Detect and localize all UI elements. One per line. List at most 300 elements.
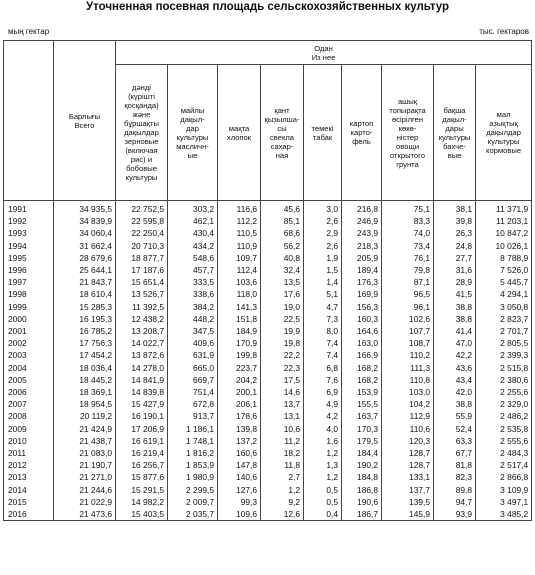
- value-cell: 128,7: [382, 459, 434, 471]
- value-cell: 13,7: [261, 398, 304, 410]
- value-cell: 2 486,2: [476, 410, 532, 422]
- value-cell: 140,6: [218, 471, 261, 483]
- value-cell: 184,4: [342, 447, 382, 459]
- value-cell: 204,2: [218, 374, 261, 386]
- value-cell: 12,6: [261, 508, 304, 521]
- value-cell: 4 294,1: [476, 288, 532, 300]
- value-cell: 108,7: [382, 337, 434, 349]
- value-cell: 14 841,9: [116, 374, 168, 386]
- value-cell: 74,0: [382, 227, 434, 239]
- value-cell: 15 403,5: [116, 508, 168, 521]
- table-row: [4, 252, 532, 264]
- value-cell: 303,2: [168, 201, 218, 216]
- year-cell: 1992: [4, 215, 54, 227]
- value-cell: 17,6: [261, 288, 304, 300]
- value-cell: 160,6: [218, 447, 261, 459]
- value-cell: 68,6: [261, 227, 304, 239]
- value-cell: 18 445,2: [54, 374, 116, 386]
- value-cell: 104,2: [382, 398, 434, 410]
- column-header: дәнді (күріштi қосқанда) және бұршақты дақылдар зерновые (включая рис) и бобовые культуры: [116, 65, 168, 201]
- value-cell: 7,3: [304, 313, 342, 325]
- value-cell: 16 619,1: [116, 435, 168, 447]
- page-title: Уточненная посевная площадь сельскохозяйственных культур: [85, 1, 450, 13]
- value-cell: 2 701,7: [476, 325, 532, 337]
- value-cell: 448,2: [168, 313, 218, 325]
- value-cell: 16 256,7: [116, 459, 168, 471]
- value-cell: 190,2: [342, 459, 382, 471]
- value-cell: 41,5: [434, 288, 476, 300]
- value-cell: 186,8: [342, 484, 382, 496]
- value-cell: 2 329,0: [476, 398, 532, 410]
- value-cell: 548,6: [168, 252, 218, 264]
- value-cell: 218,3: [342, 240, 382, 252]
- value-cell: 14 839,8: [116, 386, 168, 398]
- value-cell: 112,2: [218, 215, 261, 227]
- total-header: Барлығы Всего: [54, 41, 116, 201]
- value-cell: 2,7: [261, 471, 304, 483]
- value-cell: 462,1: [168, 215, 218, 227]
- column-header: майлы дақыл- дар культуры масличн- ые: [168, 65, 218, 201]
- value-cell: 102,6: [382, 313, 434, 325]
- value-cell: 8,0: [304, 325, 342, 337]
- value-cell: 43,4: [434, 374, 476, 386]
- value-cell: 31 662,4: [54, 240, 116, 252]
- value-cell: 14,6: [261, 386, 304, 398]
- value-cell: 83,3: [382, 215, 434, 227]
- column-header: темекі табак: [304, 65, 342, 201]
- value-cell: 2 009,7: [168, 496, 218, 508]
- value-cell: 15 285,3: [54, 301, 116, 313]
- value-cell: 163,0: [342, 337, 382, 349]
- value-cell: 189,4: [342, 264, 382, 276]
- value-cell: 8 788,9: [476, 252, 532, 264]
- value-cell: 22 595,8: [116, 215, 168, 227]
- value-cell: 128,7: [382, 447, 434, 459]
- table-body: [4, 201, 532, 521]
- year-cell: 2001: [4, 325, 54, 337]
- table-row: [4, 337, 532, 349]
- value-cell: 243,9: [342, 227, 382, 239]
- value-cell: 7,4: [304, 337, 342, 349]
- value-cell: 9,2: [261, 496, 304, 508]
- column-header: мал азықтық дақылдар культуры кормовые: [476, 65, 532, 201]
- value-cell: 169,9: [342, 288, 382, 300]
- value-cell: 4,9: [304, 398, 342, 410]
- value-cell: 11 371,9: [476, 201, 532, 216]
- value-cell: 17 206,9: [116, 423, 168, 435]
- value-cell: 21 473,6: [54, 508, 116, 521]
- value-cell: 1,5: [304, 264, 342, 276]
- value-cell: 82,3: [434, 471, 476, 483]
- value-cell: 4,7: [304, 301, 342, 313]
- value-cell: 168,2: [342, 362, 382, 374]
- value-cell: 5,1: [304, 288, 342, 300]
- table-row: [4, 325, 532, 337]
- value-cell: 184,9: [218, 325, 261, 337]
- value-cell: 631,9: [168, 349, 218, 361]
- value-cell: 52,4: [434, 423, 476, 435]
- value-cell: 913,7: [168, 410, 218, 422]
- column-header: бақша дақыл- дары культуры бахче- вые: [434, 65, 476, 201]
- value-cell: 118,0: [218, 288, 261, 300]
- year-cell: 2005: [4, 374, 54, 386]
- value-cell: 17,5: [261, 374, 304, 386]
- table-row: [4, 201, 532, 216]
- table-row: [4, 276, 532, 288]
- value-cell: 409,6: [168, 337, 218, 349]
- value-cell: 14 022,7: [116, 337, 168, 349]
- value-cell: 457,7: [168, 264, 218, 276]
- year-cell: 2012: [4, 459, 54, 471]
- value-cell: 133,1: [382, 471, 434, 483]
- value-cell: 1,6: [304, 435, 342, 447]
- table-row: [4, 447, 532, 459]
- column-header: картоп карто- фель: [342, 65, 382, 201]
- value-cell: 205,9: [342, 252, 382, 264]
- value-cell: 6,9: [304, 386, 342, 398]
- value-cell: 27,7: [434, 252, 476, 264]
- table-row: [4, 215, 532, 227]
- value-cell: 2 399,3: [476, 349, 532, 361]
- value-cell: 13 526,7: [116, 288, 168, 300]
- value-cell: 184,8: [342, 471, 382, 483]
- value-cell: 110,8: [382, 374, 434, 386]
- value-cell: 34 839,9: [54, 215, 116, 227]
- year-cell: 1994: [4, 240, 54, 252]
- value-cell: 22,3: [261, 362, 304, 374]
- value-cell: 32,4: [261, 264, 304, 276]
- value-cell: 3 485,2: [476, 508, 532, 521]
- unit-label-russian: тыс. гектаров: [479, 27, 529, 36]
- value-cell: 85,1: [261, 215, 304, 227]
- year-cell: 1991: [4, 201, 54, 216]
- value-cell: 11,8: [261, 459, 304, 471]
- year-cell: 2016: [4, 508, 54, 521]
- value-cell: 110,9: [218, 240, 261, 252]
- value-cell: 42,0: [434, 386, 476, 398]
- value-cell: 67,7: [434, 447, 476, 459]
- value-cell: 56,2: [261, 240, 304, 252]
- value-cell: 13 872,6: [116, 349, 168, 361]
- table-row: [4, 264, 532, 276]
- value-cell: 31,6: [434, 264, 476, 276]
- year-cell: 1995: [4, 252, 54, 264]
- value-cell: 34 060,4: [54, 227, 116, 239]
- value-cell: 18,2: [261, 447, 304, 459]
- table-row: [4, 313, 532, 325]
- value-cell: 40,8: [261, 252, 304, 264]
- value-cell: 216,8: [342, 201, 382, 216]
- value-cell: 17 454,2: [54, 349, 116, 361]
- value-cell: 338,6: [168, 288, 218, 300]
- value-cell: 10 026,1: [476, 240, 532, 252]
- value-cell: 190,6: [342, 496, 382, 508]
- value-cell: 0,4: [304, 508, 342, 521]
- value-cell: 179,5: [342, 435, 382, 447]
- value-cell: 141,3: [218, 301, 261, 313]
- year-cell: 2013: [4, 471, 54, 483]
- table-row: [4, 362, 532, 374]
- value-cell: 11 203,1: [476, 215, 532, 227]
- value-cell: 2 555,6: [476, 435, 532, 447]
- value-cell: 7,4: [304, 349, 342, 361]
- value-cell: 14 982,2: [116, 496, 168, 508]
- value-cell: 21 190,7: [54, 459, 116, 471]
- value-cell: 1 980,9: [168, 471, 218, 483]
- value-cell: 2 535,8: [476, 423, 532, 435]
- column-header: қант қызылша- сы свекла сахар- ная: [261, 65, 304, 201]
- value-cell: 21 083,0: [54, 447, 116, 459]
- value-cell: 13,5: [261, 276, 304, 288]
- year-cell: 1999: [4, 301, 54, 313]
- table-row: [4, 471, 532, 483]
- value-cell: 178,6: [218, 410, 261, 422]
- year-cell: 2011: [4, 447, 54, 459]
- value-cell: 110,6: [382, 423, 434, 435]
- value-cell: 96,1: [382, 301, 434, 313]
- value-cell: 38,1: [434, 201, 476, 216]
- value-cell: 2 299,5: [168, 484, 218, 496]
- value-cell: 87,1: [382, 276, 434, 288]
- value-cell: 1,3: [304, 459, 342, 471]
- value-cell: 28 679,6: [54, 252, 116, 264]
- value-cell: 3,0: [304, 201, 342, 216]
- value-cell: 151,8: [218, 313, 261, 325]
- value-cell: 17 187,6: [116, 264, 168, 276]
- value-cell: 11 392,5: [116, 301, 168, 313]
- value-cell: 1,4: [304, 276, 342, 288]
- table-row: [4, 288, 532, 300]
- value-cell: 89,8: [434, 484, 476, 496]
- value-cell: 21 438,7: [54, 435, 116, 447]
- value-cell: 155,5: [342, 398, 382, 410]
- value-cell: 139,8: [218, 423, 261, 435]
- value-cell: 2,6: [304, 240, 342, 252]
- table-row: [4, 386, 532, 398]
- value-cell: 55,9: [434, 410, 476, 422]
- value-cell: 147,8: [218, 459, 261, 471]
- value-cell: 2 517,4: [476, 459, 532, 471]
- value-cell: 16 785,2: [54, 325, 116, 337]
- table-row: [4, 459, 532, 471]
- table-row: [4, 349, 532, 361]
- value-cell: 665,0: [168, 362, 218, 374]
- value-cell: 25 644,1: [54, 264, 116, 276]
- year-cell: 2002: [4, 337, 54, 349]
- value-cell: 18 877,7: [116, 252, 168, 264]
- value-cell: 19,9: [261, 325, 304, 337]
- value-cell: 110,5: [218, 227, 261, 239]
- value-cell: 137,7: [382, 484, 434, 496]
- value-cell: 79,8: [382, 264, 434, 276]
- value-cell: 4,2: [304, 410, 342, 422]
- value-cell: 13,1: [261, 410, 304, 422]
- value-cell: 107,7: [382, 325, 434, 337]
- value-cell: 160,3: [342, 313, 382, 325]
- value-cell: 18 036,4: [54, 362, 116, 374]
- value-cell: 21 244,6: [54, 484, 116, 496]
- value-cell: 6,8: [304, 362, 342, 374]
- value-cell: 16 195,3: [54, 313, 116, 325]
- value-cell: 139,5: [382, 496, 434, 508]
- value-cell: 21 271,0: [54, 471, 116, 483]
- table-row: [4, 240, 532, 252]
- value-cell: 1 853,9: [168, 459, 218, 471]
- value-cell: 109,7: [218, 252, 261, 264]
- year-cell: 2003: [4, 349, 54, 361]
- table-row: [4, 496, 532, 508]
- table-row: [4, 410, 532, 422]
- value-cell: 96,5: [382, 288, 434, 300]
- value-cell: 13 208,7: [116, 325, 168, 337]
- year-cell: 1997: [4, 276, 54, 288]
- value-cell: 110,2: [382, 349, 434, 361]
- unit-label-kazakh: мың гектар: [8, 27, 50, 36]
- value-cell: 19,0: [261, 301, 304, 313]
- value-cell: 206,1: [218, 398, 261, 410]
- value-cell: 11,2: [261, 435, 304, 447]
- value-cell: 1 748,1: [168, 435, 218, 447]
- value-cell: 81,8: [434, 459, 476, 471]
- value-cell: 63,3: [434, 435, 476, 447]
- value-cell: 103,0: [382, 386, 434, 398]
- group-header: Одан Из нее: [116, 41, 532, 65]
- value-cell: 109,6: [218, 508, 261, 521]
- value-cell: 3 497,1: [476, 496, 532, 508]
- table-row: [4, 435, 532, 447]
- value-cell: 246,9: [342, 215, 382, 227]
- year-cell: 2010: [4, 435, 54, 447]
- year-cell: 1996: [4, 264, 54, 276]
- value-cell: 430,4: [168, 227, 218, 239]
- value-cell: 2 515,8: [476, 362, 532, 374]
- value-cell: 2 866,8: [476, 471, 532, 483]
- year-cell: 1993: [4, 227, 54, 239]
- value-cell: 2 805,5: [476, 337, 532, 349]
- value-cell: 127,6: [218, 484, 261, 496]
- table-row: [4, 227, 532, 239]
- value-cell: 170,9: [218, 337, 261, 349]
- value-cell: 15 877,6: [116, 471, 168, 483]
- value-cell: 103,6: [218, 276, 261, 288]
- value-cell: 20 119,2: [54, 410, 116, 422]
- value-cell: 2,9: [304, 227, 342, 239]
- value-cell: 116,6: [218, 201, 261, 216]
- value-cell: 0,5: [304, 484, 342, 496]
- table-row: [4, 508, 532, 521]
- year-cell: 2000: [4, 313, 54, 325]
- value-cell: 137,2: [218, 435, 261, 447]
- value-cell: 16 219,4: [116, 447, 168, 459]
- column-header: мақта хлопок: [218, 65, 261, 201]
- value-cell: 186,7: [342, 508, 382, 521]
- table-row: [4, 398, 532, 410]
- value-cell: 2 823,7: [476, 313, 532, 325]
- value-cell: 10,6: [261, 423, 304, 435]
- value-cell: 2 484,3: [476, 447, 532, 459]
- value-cell: 2 255,6: [476, 386, 532, 398]
- value-cell: 15 291,5: [116, 484, 168, 496]
- value-cell: 22 250,4: [116, 227, 168, 239]
- value-cell: 93,9: [434, 508, 476, 521]
- value-cell: 15 651,4: [116, 276, 168, 288]
- value-cell: 41,4: [434, 325, 476, 337]
- value-cell: 347,5: [168, 325, 218, 337]
- value-cell: 3 109,9: [476, 484, 532, 496]
- value-cell: 163,7: [342, 410, 382, 422]
- value-cell: 45,6: [261, 201, 304, 216]
- value-cell: 156,3: [342, 301, 382, 313]
- value-cell: 145,9: [382, 508, 434, 521]
- year-cell: 2015: [4, 496, 54, 508]
- value-cell: 76,1: [382, 252, 434, 264]
- value-cell: 7,6: [304, 374, 342, 386]
- value-cell: 2 035,7: [168, 508, 218, 521]
- value-cell: 28,9: [434, 276, 476, 288]
- value-cell: 19,8: [261, 337, 304, 349]
- year-header: [4, 41, 54, 201]
- value-cell: 2,6: [304, 215, 342, 227]
- value-cell: 2 380,6: [476, 374, 532, 386]
- table-row: [4, 484, 532, 496]
- year-cell: 2007: [4, 398, 54, 410]
- value-cell: 4,0: [304, 423, 342, 435]
- value-cell: 38,8: [434, 313, 476, 325]
- value-cell: 0,5: [304, 496, 342, 508]
- value-cell: 751,4: [168, 386, 218, 398]
- table-row: [4, 423, 532, 435]
- value-cell: 384,2: [168, 301, 218, 313]
- value-cell: 21 424,9: [54, 423, 116, 435]
- value-cell: 112,4: [218, 264, 261, 276]
- value-cell: 47,0: [434, 337, 476, 349]
- value-cell: 1,2: [261, 484, 304, 496]
- year-cell: 2014: [4, 484, 54, 496]
- table-row: [4, 301, 532, 313]
- value-cell: 43,6: [434, 362, 476, 374]
- value-cell: 200,1: [218, 386, 261, 398]
- value-cell: 42,2: [434, 349, 476, 361]
- value-cell: 672,8: [168, 398, 218, 410]
- value-cell: 22,5: [261, 313, 304, 325]
- value-cell: 333,5: [168, 276, 218, 288]
- value-cell: 120,3: [382, 435, 434, 447]
- value-cell: 20 710,3: [116, 240, 168, 252]
- value-cell: 168,2: [342, 374, 382, 386]
- year-cell: 2009: [4, 423, 54, 435]
- value-cell: 5 445,7: [476, 276, 532, 288]
- value-cell: 10 847,2: [476, 227, 532, 239]
- year-cell: 2004: [4, 362, 54, 374]
- value-cell: 1,2: [304, 471, 342, 483]
- value-cell: 176,3: [342, 276, 382, 288]
- value-cell: 38,8: [434, 398, 476, 410]
- table-row: [4, 374, 532, 386]
- column-header: ашық топырақта өсірілген көкө- ністер овощи открытого грунта: [382, 65, 434, 201]
- value-cell: 99,3: [218, 496, 261, 508]
- value-cell: 22,2: [261, 349, 304, 361]
- year-cell: 2006: [4, 386, 54, 398]
- year-cell: 1998: [4, 288, 54, 300]
- value-cell: 15 427,9: [116, 398, 168, 410]
- value-cell: 34 935,5: [54, 201, 116, 216]
- value-cell: 21 022,9: [54, 496, 116, 508]
- value-cell: 94,7: [434, 496, 476, 508]
- value-cell: 170,3: [342, 423, 382, 435]
- value-cell: 39,8: [434, 215, 476, 227]
- value-cell: 1,9: [304, 252, 342, 264]
- value-cell: 75,1: [382, 201, 434, 216]
